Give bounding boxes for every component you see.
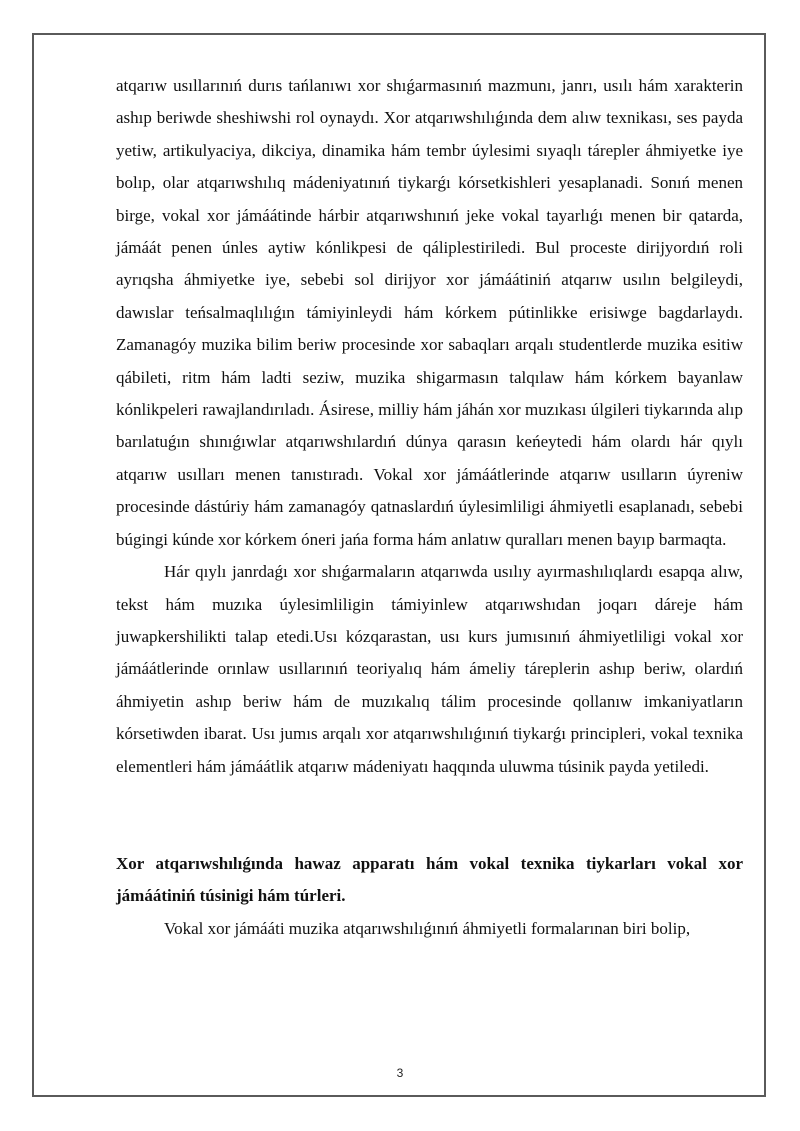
body-paragraph: Hár qıylı janrdaǵı xor shıǵarmaların atqarıwda usılıy ayırmashılıqlardı esapqa alıw, tekst hám muzıka úylesimliligin támiyinlew atqarıwshıdan joqarı dáreje hám juwapkershilikti talap etedi.Usı kózqarastan, usı kurs jumısınıń áhmiyetliligi vokal xor jámáátlerinde orınlaw usıllarınıń teoriyalıq hám ámeliy táreplerin ashıp beriw, olardıń áhmiyetin ashıp beriw hám de muzıkalıq tálim procesinde qollanıw imkaniyatların kórsetiwden ibarat. Usı jumıs arqalı xor atqarıwshılıǵınıń tiykarǵı principleri, vokal texnika elementleri hám jámáátlik atqarıw mádeniyatı haqqında uluwma túsinik payda yetiledi. — [116, 562, 743, 776]
section-heading: Xor atqarıwshılıǵında hawaz apparatı hám vokal texnika tiykarları vokal xor jámáátiniń túsinigi hám túrleri. — [116, 853, 743, 906]
page-number: 3 — [396, 1066, 404, 1080]
body-paragraph: Vokal xor jámááti muzika atqarıwshılıǵınıń áhmiyetli formalarınan biri bolip, — [164, 918, 691, 938]
body-paragraph: atqarıw usıllarınıń durıs tańlanıwı xor shıǵarmasınıń mazmunı, janrı, usılı hám xarakterin ashıp beriwde sheshiwshi rol oynaydı. Xor atqarıwshılıǵında dem alıw texnikası, ses payda yetiw, artikulyaciya, dikciya, dinamika hám tembr úylesimi sıyaqlı tárepler áhmiyetke iye bolıp, olar atqarıwshılıq mádeniyatınıń tiykarǵı kórsetkishleri yesaplanadi. Sonıń menen birge, vokal xor jámáátinde hárbir atqarıwshınıń jeke vokal tayarlıǵı menen bir qatarda, jámáát penen únles aytiw kónlikpesi de qáliplestiriledi. Bul proceste dirijyordıń roli ayrıqsha áhmiyetke iye, sebebi sol dirijyor xor jámáátiniń atqarıw usılın belgileydi, dawıslar teńsalmaqlılıǵın támiyinleydi hám kórkem pútinlikke erisiwge bagdarlaydı. Zamanagóy muzika bilim beriw procesinde xor sabaqları arqalı studentlerde muzika esitiw qábileti, ritm hám ladti seziw, muzika shigarmasın talqılaw hám kórkem bayanlaw kónlikpeleri rawajlandırıladı. Ásirese, milliy hám jáhán xor muzıkası úlgileri tiykarında alıp barılatuǵın shınıǵıwlar atqarıwshılardıń dúnya qarasın keńeytedi hám olardı hár qıylı atqarıw usılları menen tanıstıradı. Vokal xor jámáátlerinde atqarıw usılların úyreniw procesinde dástúriy hám zamanagóy qatnaslardıń úylesimliligi áhmiyetli esaplanadı, sebebi búgingi kúnde xor kórkem óneri jańa forma hám anlatıw quralları menen bayıp barmaqta. — [116, 76, 743, 549]
document-body — [116, 70, 743, 945]
spacer — [116, 783, 743, 848]
